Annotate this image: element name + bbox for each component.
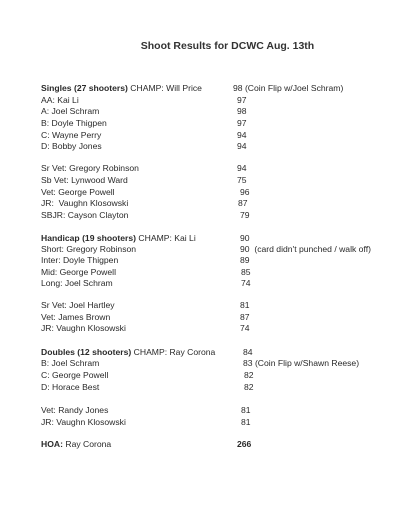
shooter-name: Sr Vet: Gregory Robinson (41, 163, 139, 173)
shooter-name: C: Wayne Perry (41, 130, 102, 140)
result-label (41, 254, 118, 266)
shooter-name: Long: Joel Schram (41, 278, 113, 288)
shooter-name: D: Bobby Jones (41, 141, 102, 151)
shooter-name: Sr Vet: Joel Hartley (41, 300, 115, 310)
result-label (41, 162, 139, 174)
shooter-name: AA: Kai Li (41, 95, 79, 105)
shooter-name: SBJR: Cayson Clayton (41, 210, 129, 220)
result-label (41, 404, 108, 416)
score-value: 79 (240, 210, 250, 220)
score-value: 74 (240, 323, 250, 333)
shooter-name: JR: Vaughn Klosowski (41, 417, 126, 427)
shooter-name: B: Joel Schram (41, 358, 100, 368)
shooter-name: Sb Vet: Lynwood Ward (41, 175, 128, 185)
shooter-name: D: Horace Best (41, 382, 100, 392)
shooter-name: CHAMP: Will Price (127, 83, 202, 93)
shooter-name: JR: Vaughn Klosowski (41, 323, 126, 333)
score-value: 85 (241, 267, 251, 277)
result-label (41, 438, 111, 450)
shooter-name: Inter: Doyle Thigpen (41, 255, 119, 265)
score-value: 94 (237, 141, 247, 151)
category-heading: Doubles (12 shooters) (41, 347, 132, 357)
result-label (41, 357, 99, 369)
shooter-name: CHAMP: Kai Li (136, 233, 196, 243)
shooter-name: Mid: George Powell (41, 267, 116, 277)
result-label (41, 174, 128, 186)
score-value: 94 (237, 163, 247, 173)
score-value: 96 (240, 187, 250, 197)
score-value: 82 (244, 370, 254, 380)
score-value: 97 (237, 95, 247, 105)
score-value: 98 (237, 106, 247, 116)
page-title: Shoot Results for DCWC Aug. 13th (140, 40, 315, 52)
result-label (41, 209, 128, 221)
category-heading: Handicap (19 shooters) (41, 233, 137, 243)
shooter-name: C: George Powell (41, 370, 109, 380)
score-value: 94 (237, 130, 247, 140)
score-value: 266 (237, 439, 252, 449)
score-value: 84 (243, 347, 253, 357)
category-heading: HOA: (41, 439, 63, 449)
score-value: 81 (241, 405, 251, 415)
shooter-name: Vet: Randy Jones (41, 405, 109, 415)
score-value: 82 (244, 382, 254, 392)
score-value: 81 (240, 300, 250, 310)
shooter-name: JR: Vaughn Klosowski (41, 198, 129, 208)
score-value: 83 (Coin Flip w/Shawn Reese) (243, 358, 360, 368)
score-value: 97 (237, 118, 247, 128)
score-value: 74 (241, 278, 251, 288)
result-label (41, 197, 128, 209)
score-value: 90 (card didn't punched / walk off) (240, 244, 371, 254)
shooter-name: Ray Corona (62, 439, 112, 449)
score-value: 98 (Coin Flip w/Joel Schram) (233, 83, 344, 93)
shooter-name: Short: Gregory Robinson (41, 244, 137, 254)
result-label (41, 416, 126, 428)
category-heading: Singles (27 shooters) (41, 83, 128, 93)
shooter-name: Vet: George Powell (41, 187, 115, 197)
score-value: 90 (240, 233, 250, 243)
result-label (41, 369, 108, 381)
result-label (41, 105, 99, 117)
result-label (41, 381, 99, 393)
result-label (41, 277, 113, 289)
score-value: 87 (238, 198, 248, 208)
result-label (41, 117, 107, 129)
shooter-name: B: Doyle Thigpen (41, 118, 107, 128)
score-value: 81 (241, 417, 251, 427)
result-label (41, 299, 115, 311)
score-value: 75 (237, 175, 247, 185)
shooter-name: A: Joel Schram (41, 106, 100, 116)
score-value: 89 (240, 255, 250, 265)
shooter-name: CHAMP: Ray Corona (131, 347, 216, 357)
result-label (41, 140, 102, 152)
result-label (41, 82, 202, 94)
shooter-name: Vet: James Brown (41, 312, 111, 322)
score-value: 87 (240, 312, 250, 322)
result-label (41, 322, 126, 334)
